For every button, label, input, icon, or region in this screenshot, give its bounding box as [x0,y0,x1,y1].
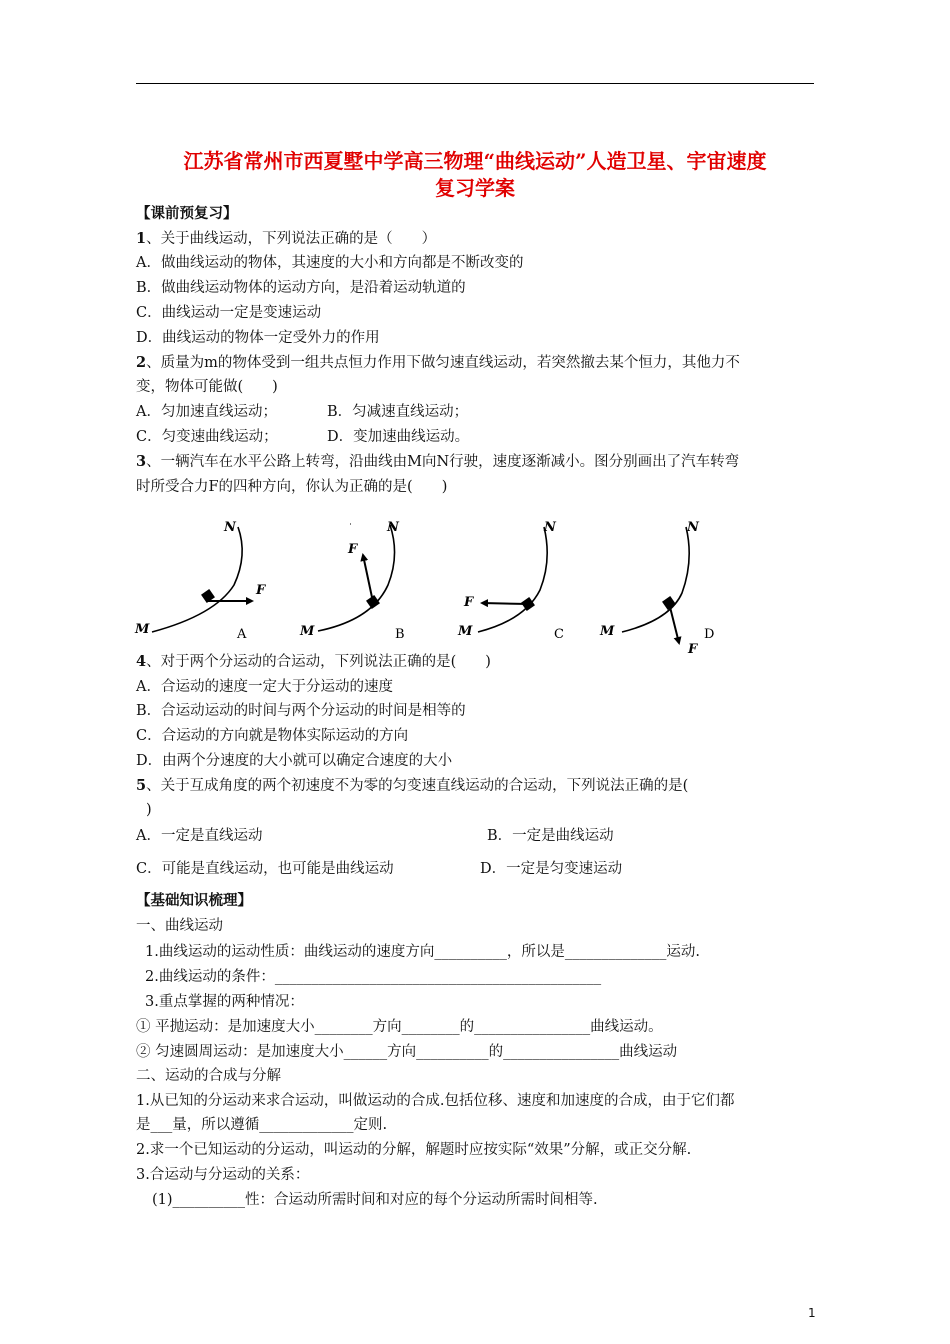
label-f: F [256,583,266,598]
basics-line-6: 1.从已知的分运动来求合运动，叫做运动的合成.包括位移、速度和加速度的合成，由于它们都 [136,1093,735,1109]
q5-stem-2: ) [146,802,152,818]
q5-option-d: D．一定是匀变速运动 [480,861,623,877]
title-line-1: 江苏省常州市西夏墅中学高三物理“曲线运动”人造卫星、宇宙速度 [183,149,767,173]
q1-text: 、关于曲线运动，下列说法正确的是（ ） [146,231,437,247]
label-d: D [704,627,715,642]
panel-d [599,520,714,657]
label-n: N [544,520,556,535]
basics-line-2: 2.曲线运动的条件：_____________________________________________ [145,969,602,985]
q3-stem-1 [136,452,739,472]
label-b: B [395,627,405,642]
basics-line-1: 1.曲线运动的运动性质：曲线运动的速度方向__________，所以是______________运动. [145,944,700,960]
q2-text: 、质量为m的物体受到一组共点恒力作用下做匀速直线运动，若突然撤去某个恒力，其他力不 [146,355,740,371]
q5-option-c: C．可能是直线运动，也可能是曲线运动 [136,861,394,877]
label-n: N [687,520,699,535]
basics-line-5: ② 匀速圆周运动：是加速度大小______方向__________的________________曲线运动 [136,1044,678,1060]
label-m: M [135,622,150,637]
q3-number: 3 [136,453,147,470]
q2-option-d: D．变加速曲线运动。 [327,429,470,445]
q4-option-d: D．由两个分速度的大小就可以确定合速度的大小 [136,753,453,769]
panel-c [457,520,564,642]
basics-line-7: 是___量，所以遵循_____________定则. [136,1117,388,1133]
basics-line-4: ① 平抛运动：是加速度大小________方向________的________________曲线运动。 [136,1019,663,1035]
q5-text: 、关于互成角度的两个初速度不为零的匀变速直线运动的合运动，下列说法正确的是( [146,778,689,794]
basics-section-2: 二、运动的合成与分解 [136,1068,281,1084]
q4-option-a: A．合运动的速度一定大于分运动的速度 [136,679,393,695]
q4-option-b: B．合运动运动的时间与两个分运动的时间是相等的 [136,703,466,719]
panel-b [299,520,405,642]
q1-option-a: A．做曲线运动的物体，其速度的大小和方向都是不断改变的 [136,255,524,271]
q4-stem [136,652,491,672]
q1-option-b: B．做曲线运动物体的运动方向，是沿着运动轨道的 [136,280,466,296]
label-n: N [387,520,399,535]
label-n: N [224,520,236,535]
label-m: M [600,624,615,639]
q1-stem [136,229,436,249]
page-number: 1 [808,1306,816,1320]
q4-text: 、对于两个分运动的合运动，下列说法正确的是( ) [146,654,491,670]
q5-option-b: B．一定是曲线运动 [487,828,614,844]
basics-line-3: 3.重点掌握的两种情况： [145,994,304,1010]
q5-option-a: A．一定是直线运动 [136,828,263,844]
q4-option-c: C．合运动的方向就是物体实际运动的方向 [136,728,409,744]
page-title [136,148,814,202]
q3-force-figure [130,515,730,660]
q2-stem-2: 变，物体可能做( ) [136,379,278,395]
label-f: F [464,595,474,610]
q5-stem-1 [136,776,688,796]
panel-a [134,520,266,642]
label-m: M [458,624,473,639]
label-c: C [554,627,564,642]
pre-review-heading: 【课前预复习】 [136,205,238,222]
q3-text: 、一辆汽车在水平公路上转弯，沿曲线由M向N行驶，速度逐渐减小。图分别画出了汽车转弯 [146,454,740,470]
q4-number: 4 [136,653,147,670]
q1-option-c: C．曲线运动一定是变速运动 [136,305,322,321]
q2-option-b: B．匀减速直线运动； [327,404,469,420]
q1-option-d: D．曲线运动的物体一定受外力的作用 [136,330,380,346]
q1-number: 1 [136,230,147,247]
basics-heading: 【基础知识梳理】 [136,892,252,909]
basics-line-8: 2.求一个已知运动的分运动，叫运动的分解，解题时应按实际“效果”分解，或正交分解. [136,1142,692,1158]
label-m: M [300,624,315,639]
title-line-2: 复习学案 [435,176,515,200]
q5-number: 5 [136,777,147,794]
label-f: F [348,542,358,557]
basics-section-1: 一、曲线运动 [136,918,223,934]
basics-line-10: (1)__________性：合运动所需时间和对应的每个分运动所需时间相等. [152,1192,598,1208]
label-f: F [688,642,698,657]
q2-option-c: C．匀变速曲线运动； [136,429,278,445]
label-a: A [237,627,247,642]
q2-stem-1 [136,353,740,373]
q3-stem-2: 时所受合力F的四种方向，你认为正确的是( ) [136,479,448,495]
basics-line-9: 3.合运动与分运动的关系： [136,1167,310,1183]
q2-option-a: A．匀加速直线运动； [136,404,277,420]
header-rule [136,83,814,84]
q2-number: 2 [136,354,147,371]
